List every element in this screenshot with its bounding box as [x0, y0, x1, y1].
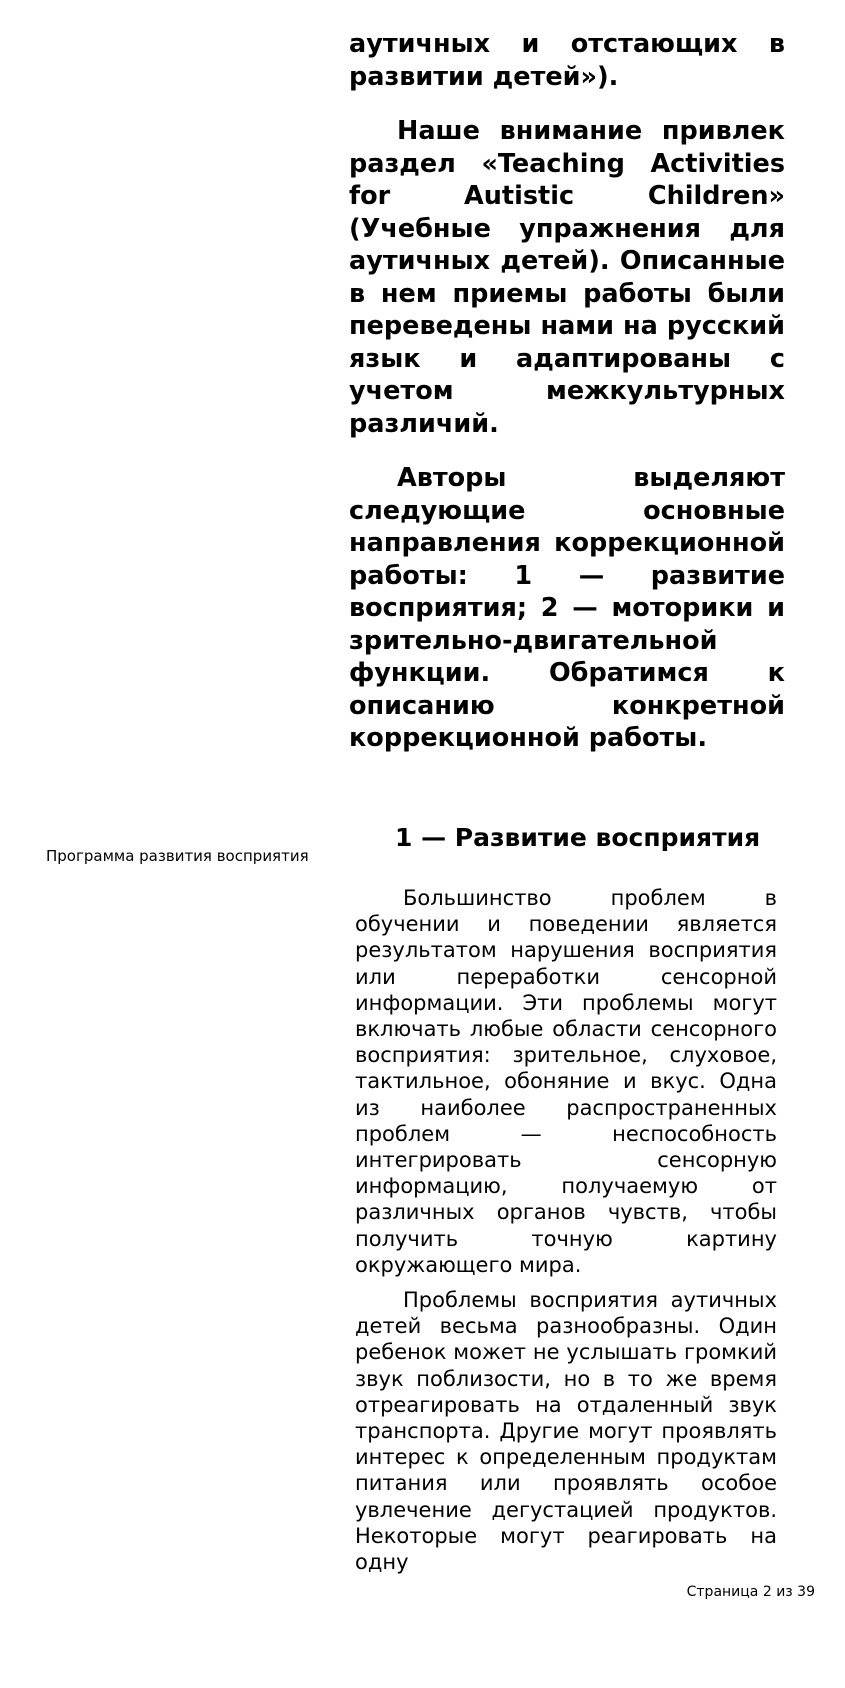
body-paragraph: Большинство проблем в обучении и поведении является результатом нарушения восприятия или переработки сенсорной информации. Эти проблемы могут включать любые области сенсорного восприятия: зрительное, слуховое, тактильное, обоняние и вкус. Одна из наиболее распространенных проблем — неспособность интегрировать сенсорную информацию, получаемую от различных органов чувств, чтобы получить точную картину окружающего мира. — [355, 886, 777, 1277]
body-paragraph: Проблемы восприятия аутичных детей весьма разнообразны. Один ребенок может не услышать громкий звук поблизости, но в то же время отреагировать на отдаленный звук транспорта. Другие могут проявлять интерес к определенным продуктам питания или проявлять особое увлечение дегустацией продуктов. Некоторые могут реагировать на одну — [355, 1288, 777, 1575]
body-text-block-1 — [355, 885, 777, 1278]
section-heading: 1 — Развитие восприятия — [395, 823, 761, 852]
page-number-footer: Страница 2 из 39 — [686, 1584, 815, 1600]
margin-note: Программа развития восприятия — [46, 847, 309, 865]
main-bold-column — [349, 28, 785, 777]
directions-paragraph: Авторы выделяют следующие основные направления коррекционной работы: 1 — развитие восприятия; 2 — моторики и зрительно-двигательной функции. Обратимся к описанию конкретной коррекционной работы. — [349, 463, 785, 753]
body-text-block-2 — [355, 1287, 777, 1575]
intro-paragraph: Наше внимание привлек раздел «Teaching Activities for Autistic Children» (Учебные упражнения для аутичных детей). Описанные в нем приемы работы были переведены нами на русский язык и адаптированы с учетом межкультурных различий. — [349, 116, 785, 439]
continuation-paragraph: аутичных и отстающих в развитии детей»). — [349, 29, 785, 92]
